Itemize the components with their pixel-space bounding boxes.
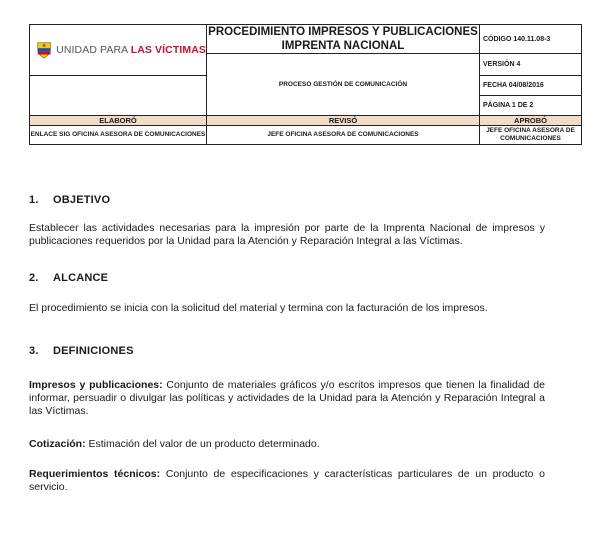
elaboro-label: ELABORÓ bbox=[30, 116, 207, 126]
elaboro-value: ENLACE SIG OFICINA ASESORA DE COMUNICACIONES bbox=[30, 126, 207, 145]
process-name: PROCESO GESTIÓN DE COMUNICACIÓN bbox=[207, 54, 480, 116]
definition-text: Estimación del valor de un producto determinado. bbox=[85, 438, 320, 450]
document-title-line2: IMPRENTA NACIONAL bbox=[281, 40, 405, 52]
section-title: OBJETIVO bbox=[53, 194, 111, 206]
document-title bbox=[207, 25, 480, 54]
logo-text-victimas: LAS VÍCTIMAS bbox=[130, 44, 206, 56]
logo bbox=[30, 40, 206, 60]
definition-text: Conjunto de especificaciones y características particulares de un producto o servicio. bbox=[29, 468, 545, 493]
logo-cell-spacer bbox=[30, 76, 207, 116]
definition-item bbox=[29, 379, 545, 418]
section-number: 1. bbox=[29, 194, 39, 206]
reviso-value: JEFE OFICINA ASESORA DE COMUNICACIONES bbox=[207, 126, 480, 145]
logo-text-unidad: UNIDAD PARA bbox=[56, 44, 131, 56]
aprobo-label: APROBÓ bbox=[480, 116, 582, 126]
definition-item bbox=[29, 468, 545, 494]
section-title: DEFINICIONES bbox=[53, 345, 134, 357]
document-code: CÓDIGO 140.11.08-3 bbox=[480, 25, 582, 54]
document-page: PÁGINA 1 DE 2 bbox=[480, 96, 582, 116]
definition-term: Cotización: bbox=[29, 438, 86, 450]
document-version: VERSIÓN 4 bbox=[480, 54, 582, 76]
section-heading-objetivo bbox=[29, 194, 110, 206]
reviso-label: REVISÓ bbox=[207, 116, 480, 126]
definition-text: Conjunto de materiales gráficos y/o escritos impresos que tienen la finalidad de informar, persuadir o divulgar las políticas y actividades de la Unidad para la Atención y Reparación Integral a las Víctimas. bbox=[29, 379, 545, 417]
aprobo-value: JEFE OFICINA ASESORA DE COMUNICACIONES bbox=[480, 126, 582, 145]
logo-cell bbox=[30, 25, 207, 76]
section-number: 2. bbox=[29, 272, 39, 284]
definition-term: Requerimientos técnicos: bbox=[29, 468, 161, 480]
section-heading-definiciones bbox=[29, 345, 134, 357]
section-number: 3. bbox=[29, 345, 39, 357]
document-title-line1: PROCEDIMIENTO IMPRESOS Y PUBLICACIONES bbox=[208, 26, 478, 38]
definition-term: Impresos y publicaciones: bbox=[29, 379, 163, 391]
colombia-coat-of-arms-icon bbox=[35, 40, 53, 60]
document-header-table bbox=[29, 24, 582, 145]
alcance-text: El procedimiento se inicia con la solicitud del material y termina con la facturación de los impresos. bbox=[29, 302, 488, 314]
definition-item bbox=[29, 438, 545, 451]
section-heading-alcance bbox=[29, 272, 108, 284]
section-title: ALCANCE bbox=[53, 272, 109, 284]
document-date: FECHA 04/08/2016 bbox=[480, 76, 582, 96]
objetivo-text: Establecer las actividades necesarias para la impresión por parte de la Imprenta Nacional de impresos y publicaciones requeridos por la Unidad para la Atención y Reparación Integral a las Víctimas. bbox=[29, 222, 545, 247]
